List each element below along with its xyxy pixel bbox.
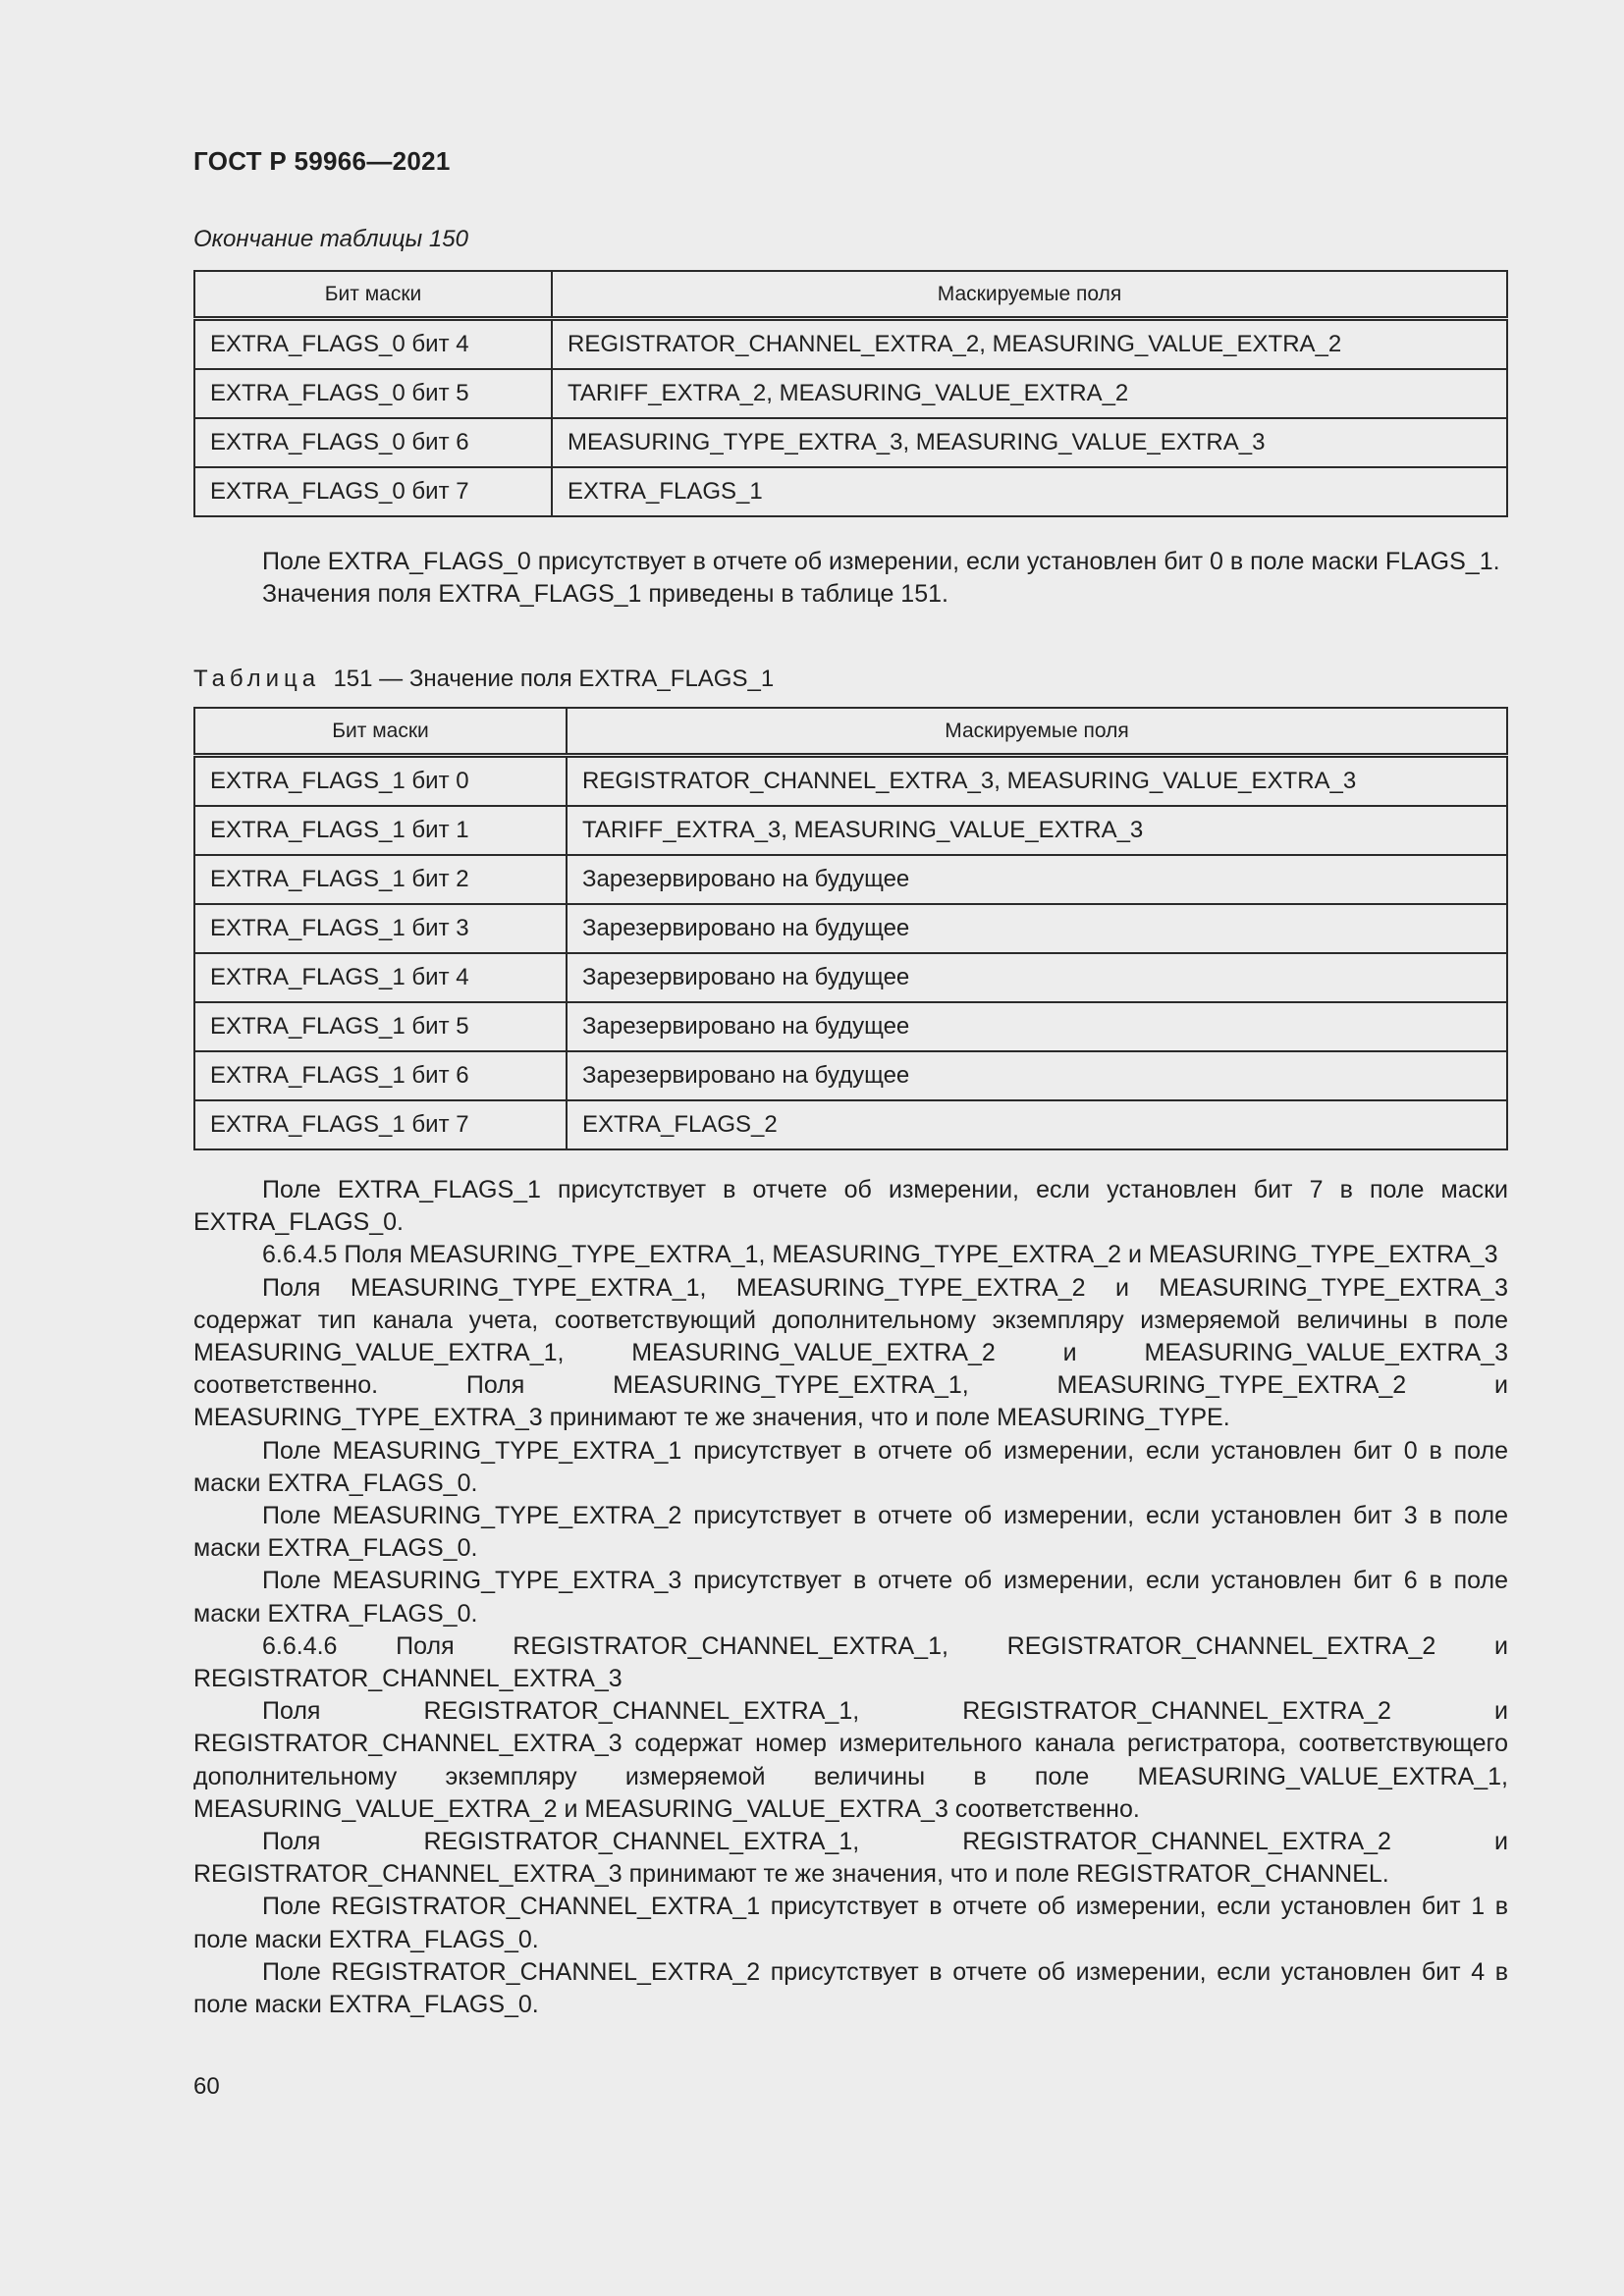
table-cell: Зарезервировано на будущее xyxy=(567,855,1507,904)
table-header-cell: Бит маски xyxy=(194,271,552,319)
table-label: Таблица xyxy=(193,666,321,692)
table-header-cell: Маскируемые поля xyxy=(552,271,1507,319)
table-150-caption: Окончание таблицы 150 xyxy=(193,226,468,252)
table-cell: Зарезервировано на будущее xyxy=(567,1051,1507,1100)
table-cell: EXTRA_FLAGS_1 бит 6 xyxy=(194,1051,567,1100)
table-cell: EXTRA_FLAGS_0 бит 4 xyxy=(194,319,552,370)
table-cell: EXTRA_FLAGS_0 бит 7 xyxy=(194,467,552,516)
table-cell: REGISTRATOR_CHANNEL_EXTRA_3, MEASURING_VALUE_EXTRA_3 xyxy=(567,756,1507,807)
paragraph: Поле MEASURING_TYPE_EXTRA_2 присутствует в отчете об измерении, если установлен бит 3 в поле маски EXTRA_FLAGS_0. xyxy=(193,1502,1508,1563)
table-row xyxy=(194,953,1507,1002)
table-title: 151 — Значение поля EXTRA_FLAGS_1 xyxy=(333,666,775,692)
table-cell: REGISTRATOR_CHANNEL_EXTRA_2, MEASURING_VALUE_EXTRA_2 xyxy=(552,319,1507,370)
table-cell: EXTRA_FLAGS_0 бит 5 xyxy=(194,369,552,418)
table-row xyxy=(194,1051,1507,1100)
table-row xyxy=(194,1002,1507,1051)
table-151-caption xyxy=(193,666,774,693)
table-header-cell: Бит маски xyxy=(194,708,567,756)
table-cell: EXTRA_FLAGS_1 xyxy=(552,467,1507,516)
page-number: 60 xyxy=(193,2073,220,2100)
document-header: ГОСТ Р 59966—2021 xyxy=(193,146,451,176)
table-cell: EXTRA_FLAGS_1 бит 4 xyxy=(194,953,567,1002)
table-cell: EXTRA_FLAGS_1 бит 3 xyxy=(194,904,567,953)
table-cell: Зарезервировано на будущее xyxy=(567,904,1507,953)
table-cell: EXTRA_FLAGS_1 бит 2 xyxy=(194,855,567,904)
table-cell: EXTRA_FLAGS_2 xyxy=(567,1100,1507,1149)
section-heading: 6.6.4.5 Поля MEASURING_TYPE_EXTRA_1, MEASURING_TYPE_EXTRA_2 и MEASURING_TYPE_EXTRA_3 xyxy=(262,1241,1498,1269)
table-cell: EXTRA_FLAGS_1 бит 7 xyxy=(194,1100,567,1149)
paragraph: Поле MEASURING_TYPE_EXTRA_1 присутствует в отчете об измерении, если установлен бит 0 в поле маски EXTRA_FLAGS_0. xyxy=(193,1436,1508,1497)
table-cell: EXTRA_FLAGS_1 бит 1 xyxy=(194,806,567,855)
table-row xyxy=(194,467,1507,516)
table-cell: EXTRA_FLAGS_1 бит 0 xyxy=(194,756,567,807)
body-text-block-1 xyxy=(193,546,1508,611)
table-cell: MEASURING_TYPE_EXTRA_3, MEASURING_VALUE_EXTRA_3 xyxy=(552,418,1507,467)
table-row xyxy=(194,1100,1507,1149)
paragraph: Поля REGISTRATOR_CHANNEL_EXTRA_1, REGISTRATOR_CHANNEL_EXTRA_2 и REGISTRATOR_CHANNEL_EXTRA_3 содержат номер измерительного канала регистратора, соответствующего дополнительному экземпляру измеряемой величины в поле MEASURING_VALUE_EXTRA_1, MEASURING_VALUE_EXTRA_2 и MEASURING_VALUE_EXTRA_3 соответственно. xyxy=(193,1697,1508,1823)
table-cell: Зарезервировано на будущее xyxy=(567,1002,1507,1051)
table-151 xyxy=(193,707,1508,1150)
table-cell: TARIFF_EXTRA_2, MEASURING_VALUE_EXTRA_2 xyxy=(552,369,1507,418)
table-row xyxy=(194,418,1507,467)
paragraph: Поле MEASURING_TYPE_EXTRA_3 присутствует в отчете об измерении, если установлен бит 6 в поле маски EXTRA_FLAGS_0. xyxy=(193,1567,1508,1628)
table-row xyxy=(194,319,1507,370)
paragraph: Поле REGISTRATOR_CHANNEL_EXTRA_2 присутствует в отчете об измерении, если установлен бит 4 в поле маски EXTRA_FLAGS_0. xyxy=(193,1957,1508,2019)
table-cell: TARIFF_EXTRA_3, MEASURING_VALUE_EXTRA_3 xyxy=(567,806,1507,855)
table-150 xyxy=(193,270,1508,517)
paragraph: Поле REGISTRATOR_CHANNEL_EXTRA_1 присутствует в отчете об измерении, если установлен бит 1 в поле маски EXTRA_FLAGS_0. xyxy=(193,1893,1508,1953)
table-cell: EXTRA_FLAGS_1 бит 5 xyxy=(194,1002,567,1051)
paragraph: Значения поля EXTRA_FLAGS_1 приведены в таблице 151. xyxy=(262,580,948,609)
table-row xyxy=(194,369,1507,418)
table-row xyxy=(194,806,1507,855)
table-row xyxy=(194,756,1507,807)
table-header-cell: Маскируемые поля xyxy=(567,708,1507,756)
paragraph: Поля MEASURING_TYPE_EXTRA_1, MEASURING_TYPE_EXTRA_2 и MEASURING_TYPE_EXTRA_3 содержат тип канала учета, соответствующий дополнительному экземпляру измеряемой величины в поле MEASURING_VALUE_EXTRA_1, MEASURING_VALUE_EXTRA_2 и MEASURING_VALUE_EXTRA_3 соответственно. Поля MEASURING_TYPE_EXTRA_1, MEASURING_TYPE_EXTRA_2 и MEASURING_TYPE_EXTRA_3 принимают те же значения, что и поле MEASURING_TYPE. xyxy=(193,1273,1508,1432)
table-cell: EXTRA_FLAGS_0 бит 6 xyxy=(194,418,552,467)
paragraph: Поля REGISTRATOR_CHANNEL_EXTRA_1, REGISTRATOR_CHANNEL_EXTRA_2 и REGISTRATOR_CHANNEL_EXTRA_3 принимают те же значения, что и поле REGISTRATOR_CHANNEL. xyxy=(193,1828,1508,1889)
section-heading: 6.6.4.6 Поля REGISTRATOR_CHANNEL_EXTRA_1, REGISTRATOR_CHANNEL_EXTRA_2 и REGISTRATOR_CHANNEL_EXTRA_3 xyxy=(193,1631,1508,1693)
table-cell: Зарезервировано на будущее xyxy=(567,953,1507,1002)
table-row xyxy=(194,904,1507,953)
paragraph: Поле EXTRA_FLAGS_1 присутствует в отчете об измерении, если установлен бит 7 в поле маски EXTRA_FLAGS_0. xyxy=(193,1176,1508,1237)
body-text-block-2 xyxy=(193,1174,1508,2021)
paragraph: Поле EXTRA_FLAGS_0 присутствует в отчете об измерении, если установлен бит 0 в поле маски FLAGS_1. xyxy=(262,548,1500,575)
table-row xyxy=(194,855,1507,904)
